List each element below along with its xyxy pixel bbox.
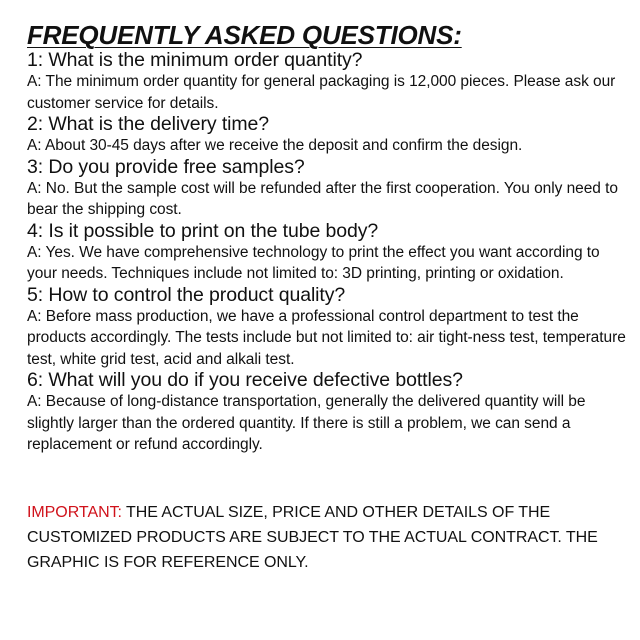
important-label: IMPORTANT: — [27, 504, 122, 521]
faq-answer: A: No. But the sample cost will be refunded after the first cooperation. You only need to bear the shipping cost. — [27, 179, 618, 218]
faq-section — [27, 20, 627, 456]
faq-question: 4: Is it possible to print on the tube body? — [27, 219, 379, 242]
faq-answer: A: The minimum order quantity for general packaging is 12,000 pieces. Please ask our customer service for details. — [27, 73, 616, 112]
important-notice — [27, 500, 627, 575]
faq-item-5 — [27, 285, 627, 371]
faq-item-6 — [27, 370, 627, 456]
faq-item-3 — [27, 157, 627, 221]
faq-item-2 — [27, 114, 627, 157]
faq-question: 2: What is the delivery time? — [27, 113, 270, 135]
faq-answer: A: About 30-45 days after we receive the deposit and confirm the design. — [27, 137, 523, 154]
faq-answer: A: Because of long-distance transportation, generally the delivered quantity will be slightly larger than the ordered quantity. If there is still a problem, we can send a replacement or refund accordingly. — [27, 393, 586, 453]
faq-question: 3: Do you provide free samples? — [27, 155, 305, 178]
faq-item-4 — [27, 221, 627, 285]
faq-answer: A: Yes. We have comprehensive technology to print the effect you want according to your needs. Techniques include not limited to: 3D printing, printing or oxidation. — [27, 243, 600, 282]
faq-question: 6: What will you do if you receive defective bottles? — [27, 369, 463, 391]
faq-answer: A: Before mass production, we have a professional control department to test the products accordingly. The tests include but not limited to: air tight-ness test, temperature test, white grid test, acid and alkali test. — [27, 307, 626, 368]
faq-question: 1: What is the minimum order quantity? — [27, 49, 363, 71]
faq-title: FREQUENTLY ASKED QUESTIONS: — [27, 20, 462, 50]
faq-question: 5: How to control the product quality? — [27, 283, 346, 306]
important-text: THE ACTUAL SIZE, PRICE AND OTHER DETAILS OF THE CUSTOMIZED PRODUCTS ARE SUBJECT TO THE ACTUAL CONTRACT. THE GRAPHIC IS FOR REFERENCE ONLY. — [27, 504, 598, 571]
faq-item-1 — [27, 50, 627, 114]
